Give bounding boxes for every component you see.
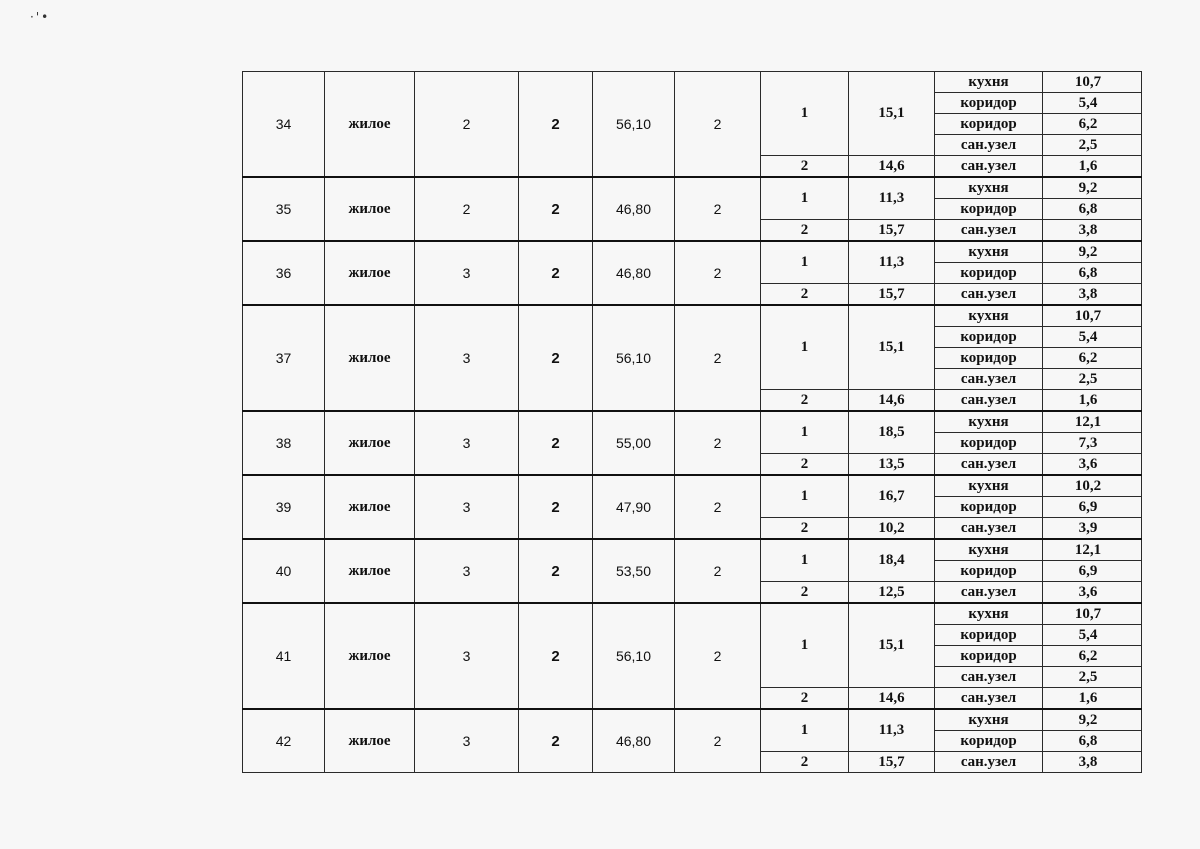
aux-room-area-cell: 1,6 xyxy=(1043,390,1142,412)
aux-room-name-cell: кухня xyxy=(935,539,1043,561)
table-row xyxy=(243,411,1142,433)
purpose-cell: жилое xyxy=(325,241,415,305)
aux-room-name-cell: коридор xyxy=(935,348,1043,369)
living-room-area-cell: 15,1 xyxy=(849,603,935,688)
living-room-number-cell: 1 xyxy=(761,72,849,156)
rooms-count-cell: 2 xyxy=(519,411,593,475)
aux-room-name-cell: коридор xyxy=(935,561,1043,582)
total-area-cell: 56,10 xyxy=(593,603,675,709)
aux-room-name-cell: кухня xyxy=(935,177,1043,199)
living-room-area-cell: 15,7 xyxy=(849,284,935,306)
category-cell: 2 xyxy=(675,72,761,178)
living-room-number-cell: 2 xyxy=(761,284,849,306)
living-room-number-cell: 2 xyxy=(761,454,849,476)
table-row xyxy=(243,475,1142,497)
living-room-area-cell: 15,7 xyxy=(849,752,935,773)
aux-room-area-cell: 3,8 xyxy=(1043,752,1142,773)
living-room-number-cell: 2 xyxy=(761,156,849,178)
table-row xyxy=(243,72,1142,93)
living-room-area-cell: 18,5 xyxy=(849,411,935,454)
aux-room-name-cell: кухня xyxy=(935,72,1043,93)
rooms-count-cell: 2 xyxy=(519,539,593,603)
aux-room-area-cell: 9,2 xyxy=(1043,709,1142,731)
rooms-count-cell: 2 xyxy=(519,241,593,305)
aux-room-area-cell: 9,2 xyxy=(1043,241,1142,263)
apartment-number-cell: 39 xyxy=(243,475,325,539)
category-cell: 2 xyxy=(675,475,761,539)
table-row xyxy=(243,177,1142,199)
total-area-cell: 53,50 xyxy=(593,539,675,603)
living-room-area-cell: 16,7 xyxy=(849,475,935,518)
living-room-area-cell: 14,6 xyxy=(849,688,935,710)
living-room-area-cell: 18,4 xyxy=(849,539,935,582)
living-room-number-cell: 1 xyxy=(761,411,849,454)
floor-cell: 2 xyxy=(415,72,519,178)
aux-room-area-cell: 5,4 xyxy=(1043,625,1142,646)
category-cell: 2 xyxy=(675,539,761,603)
apartment-number-cell: 40 xyxy=(243,539,325,603)
aux-room-area-cell: 9,2 xyxy=(1043,177,1142,199)
aux-room-name-cell: сан.узел xyxy=(935,752,1043,773)
aux-room-name-cell: сан.узел xyxy=(935,135,1043,156)
aux-room-name-cell: сан.узел xyxy=(935,667,1043,688)
total-area-cell: 55,00 xyxy=(593,411,675,475)
scan-corner-mark: ·'• xyxy=(30,10,51,24)
purpose-cell: жилое xyxy=(325,709,415,773)
floor-cell: 3 xyxy=(415,709,519,773)
category-cell: 2 xyxy=(675,603,761,709)
aux-room-name-cell: коридор xyxy=(935,625,1043,646)
aux-room-area-cell: 6,2 xyxy=(1043,646,1142,667)
aux-room-name-cell: коридор xyxy=(935,199,1043,220)
aux-room-name-cell: сан.узел xyxy=(935,220,1043,242)
aux-room-area-cell: 1,6 xyxy=(1043,156,1142,178)
aux-room-area-cell: 12,1 xyxy=(1043,539,1142,561)
rooms-count-cell: 2 xyxy=(519,305,593,411)
apartment-number-cell: 37 xyxy=(243,305,325,411)
living-room-area-cell: 15,7 xyxy=(849,220,935,242)
apartment-number-cell: 42 xyxy=(243,709,325,773)
aux-room-area-cell: 6,8 xyxy=(1043,263,1142,284)
aux-room-name-cell: коридор xyxy=(935,263,1043,284)
rooms-count-cell: 2 xyxy=(519,603,593,709)
living-room-number-cell: 2 xyxy=(761,688,849,710)
purpose-cell: жилое xyxy=(325,177,415,241)
aux-room-name-cell: коридор xyxy=(935,646,1043,667)
aux-room-name-cell: коридор xyxy=(935,327,1043,348)
living-room-area-cell: 11,3 xyxy=(849,709,935,752)
purpose-cell: жилое xyxy=(325,539,415,603)
living-room-number-cell: 2 xyxy=(761,390,849,412)
living-room-area-cell: 11,3 xyxy=(849,241,935,284)
aux-room-name-cell: коридор xyxy=(935,114,1043,135)
aux-room-area-cell: 10,7 xyxy=(1043,72,1142,93)
aux-room-area-cell: 2,5 xyxy=(1043,667,1142,688)
living-room-number-cell: 1 xyxy=(761,603,849,688)
aux-room-name-cell: кухня xyxy=(935,603,1043,625)
category-cell: 2 xyxy=(675,305,761,411)
floor-cell: 3 xyxy=(415,475,519,539)
total-area-cell: 56,10 xyxy=(593,72,675,178)
total-area-cell: 46,80 xyxy=(593,709,675,773)
floor-cell: 3 xyxy=(415,603,519,709)
category-cell: 2 xyxy=(675,411,761,475)
living-room-number-cell: 2 xyxy=(761,220,849,242)
floor-cell: 2 xyxy=(415,177,519,241)
aux-room-area-cell: 3,8 xyxy=(1043,284,1142,306)
aux-room-name-cell: кухня xyxy=(935,709,1043,731)
floor-cell: 3 xyxy=(415,241,519,305)
living-room-area-cell: 12,5 xyxy=(849,582,935,604)
table-row xyxy=(243,603,1142,625)
aux-room-name-cell: сан.узел xyxy=(935,582,1043,604)
aux-room-area-cell: 6,2 xyxy=(1043,114,1142,135)
living-room-number-cell: 1 xyxy=(761,305,849,390)
apartment-number-cell: 35 xyxy=(243,177,325,241)
floor-cell: 3 xyxy=(415,539,519,603)
apartment-table xyxy=(242,71,1142,773)
aux-room-area-cell: 3,6 xyxy=(1043,582,1142,604)
aux-room-name-cell: коридор xyxy=(935,433,1043,454)
purpose-cell: жилое xyxy=(325,603,415,709)
living-room-number-cell: 2 xyxy=(761,582,849,604)
aux-room-name-cell: сан.узел xyxy=(935,454,1043,476)
table-row xyxy=(243,539,1142,561)
aux-room-name-cell: сан.узел xyxy=(935,390,1043,412)
aux-room-area-cell: 3,9 xyxy=(1043,518,1142,540)
aux-room-area-cell: 6,9 xyxy=(1043,497,1142,518)
purpose-cell: жилое xyxy=(325,305,415,411)
aux-room-area-cell: 5,4 xyxy=(1043,93,1142,114)
table-row xyxy=(243,709,1142,731)
living-room-area-cell: 13,5 xyxy=(849,454,935,476)
living-room-number-cell: 1 xyxy=(761,241,849,284)
living-room-area-cell: 14,6 xyxy=(849,390,935,412)
aux-room-area-cell: 1,6 xyxy=(1043,688,1142,710)
total-area-cell: 46,80 xyxy=(593,177,675,241)
aux-room-area-cell: 6,8 xyxy=(1043,199,1142,220)
living-room-number-cell: 1 xyxy=(761,475,849,518)
category-cell: 2 xyxy=(675,241,761,305)
aux-room-area-cell: 3,6 xyxy=(1043,454,1142,476)
living-room-number-cell: 2 xyxy=(761,518,849,540)
living-room-number-cell: 1 xyxy=(761,539,849,582)
total-area-cell: 56,10 xyxy=(593,305,675,411)
purpose-cell: жилое xyxy=(325,411,415,475)
aux-room-area-cell: 2,5 xyxy=(1043,369,1142,390)
living-room-area-cell: 10,2 xyxy=(849,518,935,540)
apartment-number-cell: 41 xyxy=(243,603,325,709)
aux-room-name-cell: коридор xyxy=(935,497,1043,518)
category-cell: 2 xyxy=(675,709,761,773)
rooms-count-cell: 2 xyxy=(519,177,593,241)
aux-room-area-cell: 5,4 xyxy=(1043,327,1142,348)
apartment-number-cell: 36 xyxy=(243,241,325,305)
apartment-number-cell: 38 xyxy=(243,411,325,475)
aux-room-name-cell: кухня xyxy=(935,475,1043,497)
purpose-cell: жилое xyxy=(325,72,415,178)
category-cell: 2 xyxy=(675,177,761,241)
apartment-table-body xyxy=(243,72,1142,773)
floor-cell: 3 xyxy=(415,305,519,411)
aux-room-area-cell: 12,1 xyxy=(1043,411,1142,433)
aux-room-area-cell: 10,7 xyxy=(1043,305,1142,327)
aux-room-name-cell: кухня xyxy=(935,411,1043,433)
living-room-number-cell: 1 xyxy=(761,709,849,752)
living-room-number-cell: 1 xyxy=(761,177,849,220)
total-area-cell: 47,90 xyxy=(593,475,675,539)
rooms-count-cell: 2 xyxy=(519,72,593,178)
aux-room-area-cell: 6,9 xyxy=(1043,561,1142,582)
total-area-cell: 46,80 xyxy=(593,241,675,305)
aux-room-name-cell: коридор xyxy=(935,93,1043,114)
aux-room-name-cell: кухня xyxy=(935,241,1043,263)
rooms-count-cell: 2 xyxy=(519,475,593,539)
aux-room-area-cell: 6,8 xyxy=(1043,731,1142,752)
table-row xyxy=(243,241,1142,263)
living-room-area-cell: 14,6 xyxy=(849,156,935,178)
aux-room-area-cell: 7,3 xyxy=(1043,433,1142,454)
aux-room-name-cell: сан.узел xyxy=(935,284,1043,306)
aux-room-name-cell: сан.узел xyxy=(935,688,1043,710)
aux-room-name-cell: сан.узел xyxy=(935,369,1043,390)
table-row xyxy=(243,305,1142,327)
aux-room-area-cell: 3,8 xyxy=(1043,220,1142,242)
living-room-area-cell: 11,3 xyxy=(849,177,935,220)
purpose-cell: жилое xyxy=(325,475,415,539)
floor-cell: 3 xyxy=(415,411,519,475)
living-room-area-cell: 15,1 xyxy=(849,72,935,156)
aux-room-name-cell: сан.узел xyxy=(935,518,1043,540)
rooms-count-cell: 2 xyxy=(519,709,593,773)
aux-room-area-cell: 6,2 xyxy=(1043,348,1142,369)
aux-room-area-cell: 10,7 xyxy=(1043,603,1142,625)
aux-room-area-cell: 2,5 xyxy=(1043,135,1142,156)
aux-room-name-cell: сан.узел xyxy=(935,156,1043,178)
living-room-area-cell: 15,1 xyxy=(849,305,935,390)
aux-room-name-cell: кухня xyxy=(935,305,1043,327)
aux-room-name-cell: коридор xyxy=(935,731,1043,752)
aux-room-area-cell: 10,2 xyxy=(1043,475,1142,497)
apartment-number-cell: 34 xyxy=(243,72,325,178)
living-room-number-cell: 2 xyxy=(761,752,849,773)
